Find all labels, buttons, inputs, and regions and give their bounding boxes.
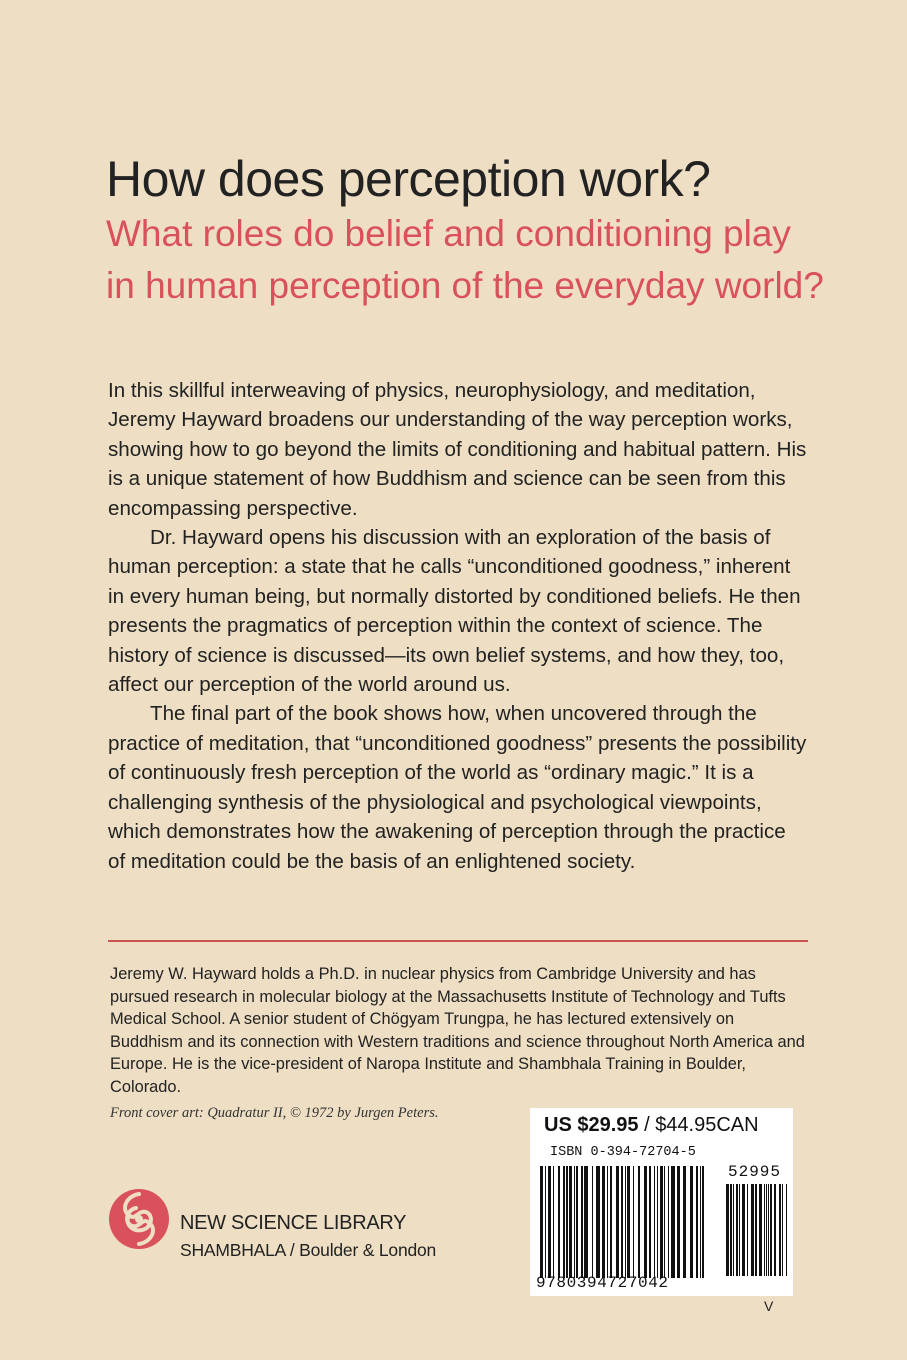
shambhala-logo-icon [108, 1188, 170, 1250]
price-can: $44.95CAN [655, 1114, 759, 1136]
barcode-bar [726, 1184, 729, 1276]
barcode-bar [742, 1184, 745, 1276]
barcode-bar [690, 1166, 693, 1278]
isbn: ISBN 0-394-72704-5 [550, 1145, 696, 1160]
description-paragraph-2: Dr. Hayward opens his discussion with an exploration of the basis of human perception: a state that he calls “unconditioned goodness,” inherent in every human being, but normally distorted by conditioned beliefs. He then presents the pragmatics of perception within the context of science. The history of science is discussed—its own belief systems, and how they, too, affect our perception of the world around us. [108, 526, 801, 697]
barcode-bar [786, 1184, 787, 1276]
barcode-bar [696, 1166, 698, 1278]
subhead: What roles do belief and conditioning play in human perception of the everyday world? [106, 213, 824, 306]
barcode-bar [548, 1166, 551, 1278]
publisher-line: SHAMBHALA / Boulder & London [180, 1240, 437, 1260]
cover-credit: Front cover art: Quadratur II, © 1972 by Jurgen Peters. [110, 1105, 439, 1121]
barcode-bar [747, 1184, 748, 1276]
barcode-bar [563, 1166, 565, 1278]
barcode-bar [584, 1166, 588, 1278]
barcode-bar [702, 1166, 704, 1278]
description-paragraph-1: In this skillful interweaving of physics, neurophysiology, and meditation, Jeremy Hayward broadens our understanding of the way perception works, showing how to go beyond the limits of conditioning and habitual pattern. His is a unique statement of how Buddhism and science can be seen from this encompassing perspective. [108, 379, 807, 520]
barcode-bar [759, 1184, 762, 1276]
barcode-box [530, 1108, 793, 1296]
barcode-bar [596, 1166, 600, 1278]
addon-bars [726, 1184, 787, 1276]
publisher-imprint: NEW SCIENCE LIBRARY [180, 1212, 407, 1234]
barcode-bar [755, 1184, 757, 1276]
barcode-bar [654, 1166, 655, 1278]
barcode-bar [770, 1184, 772, 1276]
barcode-bar [644, 1166, 647, 1278]
barcode-bar [627, 1166, 630, 1278]
barcode-bar [677, 1166, 680, 1278]
headline: How does perception work? [106, 151, 711, 207]
barcode-bar [649, 1166, 651, 1278]
barcode-bar [736, 1184, 738, 1276]
ean-bars [540, 1166, 704, 1278]
barcode-bar [766, 1184, 767, 1276]
barcode-bar [633, 1166, 634, 1278]
barcode-bar [607, 1166, 608, 1278]
divider [108, 940, 808, 942]
barcode-bar [768, 1184, 769, 1276]
barcode-bar [625, 1166, 626, 1278]
barcode-bar [779, 1184, 781, 1276]
barcode-bar [545, 1166, 546, 1278]
barcode-bar [602, 1166, 605, 1278]
barcode-bar [553, 1166, 554, 1278]
barcode-bar [558, 1166, 560, 1278]
barcode-bar [700, 1166, 701, 1278]
author-bio: Jeremy W. Hayward holds a Ph.D. in nuclear physics from Cambridge University and has pursued research in molecular biology at the Massachusetts Institute of Technology and Tufts Medical School. A senior student of Chögyam Trungpa, he has lectured extensively on Buddhism and its connection with Western traditions and science throughout North America and Europe. He is the vice-president of Naropa Institute and Shambhala Training in Boulder, Colorado. [110, 965, 805, 1096]
barcode-bar [576, 1166, 578, 1278]
price-us: US $29.95 [544, 1114, 639, 1136]
description [108, 376, 808, 876]
barcode-icon [530, 1108, 793, 1296]
barcode-bar [616, 1166, 619, 1278]
barcode-bar [774, 1184, 776, 1276]
barcode-bar [664, 1166, 665, 1278]
barcode-bar [638, 1166, 640, 1278]
barcode-bar [592, 1166, 593, 1278]
barcode-bar [660, 1166, 663, 1278]
barcode-bar [569, 1166, 572, 1278]
barcode-bar [782, 1184, 783, 1276]
barcode-bar [739, 1184, 740, 1276]
barcode-bar [671, 1166, 675, 1278]
barcode-bar [730, 1184, 732, 1276]
barcode-bar [764, 1184, 765, 1276]
version-mark: V [764, 1298, 774, 1314]
description-paragraph-3: The final part of the book shows how, when uncovered through the practice of meditation, that “unconditioned goodness” presents the possibility of continuously fresh perception of the world as “ordinary magic.” It is a challenging synthesis of the physiological and psychological viewpoints, which demonstrates how the awakening of perception through the practice of meditation could be the basis of an enlightened society. [108, 702, 807, 873]
price-separator: / [638, 1114, 656, 1136]
barcode-bar [668, 1166, 669, 1278]
ean-code: 9780394727042 [536, 1274, 669, 1292]
barcode-bar [581, 1166, 583, 1278]
barcode-bar [751, 1184, 754, 1276]
barcode-bar [610, 1166, 612, 1278]
barcode-bar [657, 1166, 658, 1278]
barcode-bar [733, 1184, 734, 1276]
addon-code: 52995 [728, 1163, 782, 1181]
barcode-bar [683, 1166, 686, 1278]
barcode-bar [566, 1166, 568, 1278]
barcode-bar [574, 1166, 575, 1278]
barcode-bar [621, 1166, 623, 1278]
barcode-bar [540, 1166, 543, 1278]
